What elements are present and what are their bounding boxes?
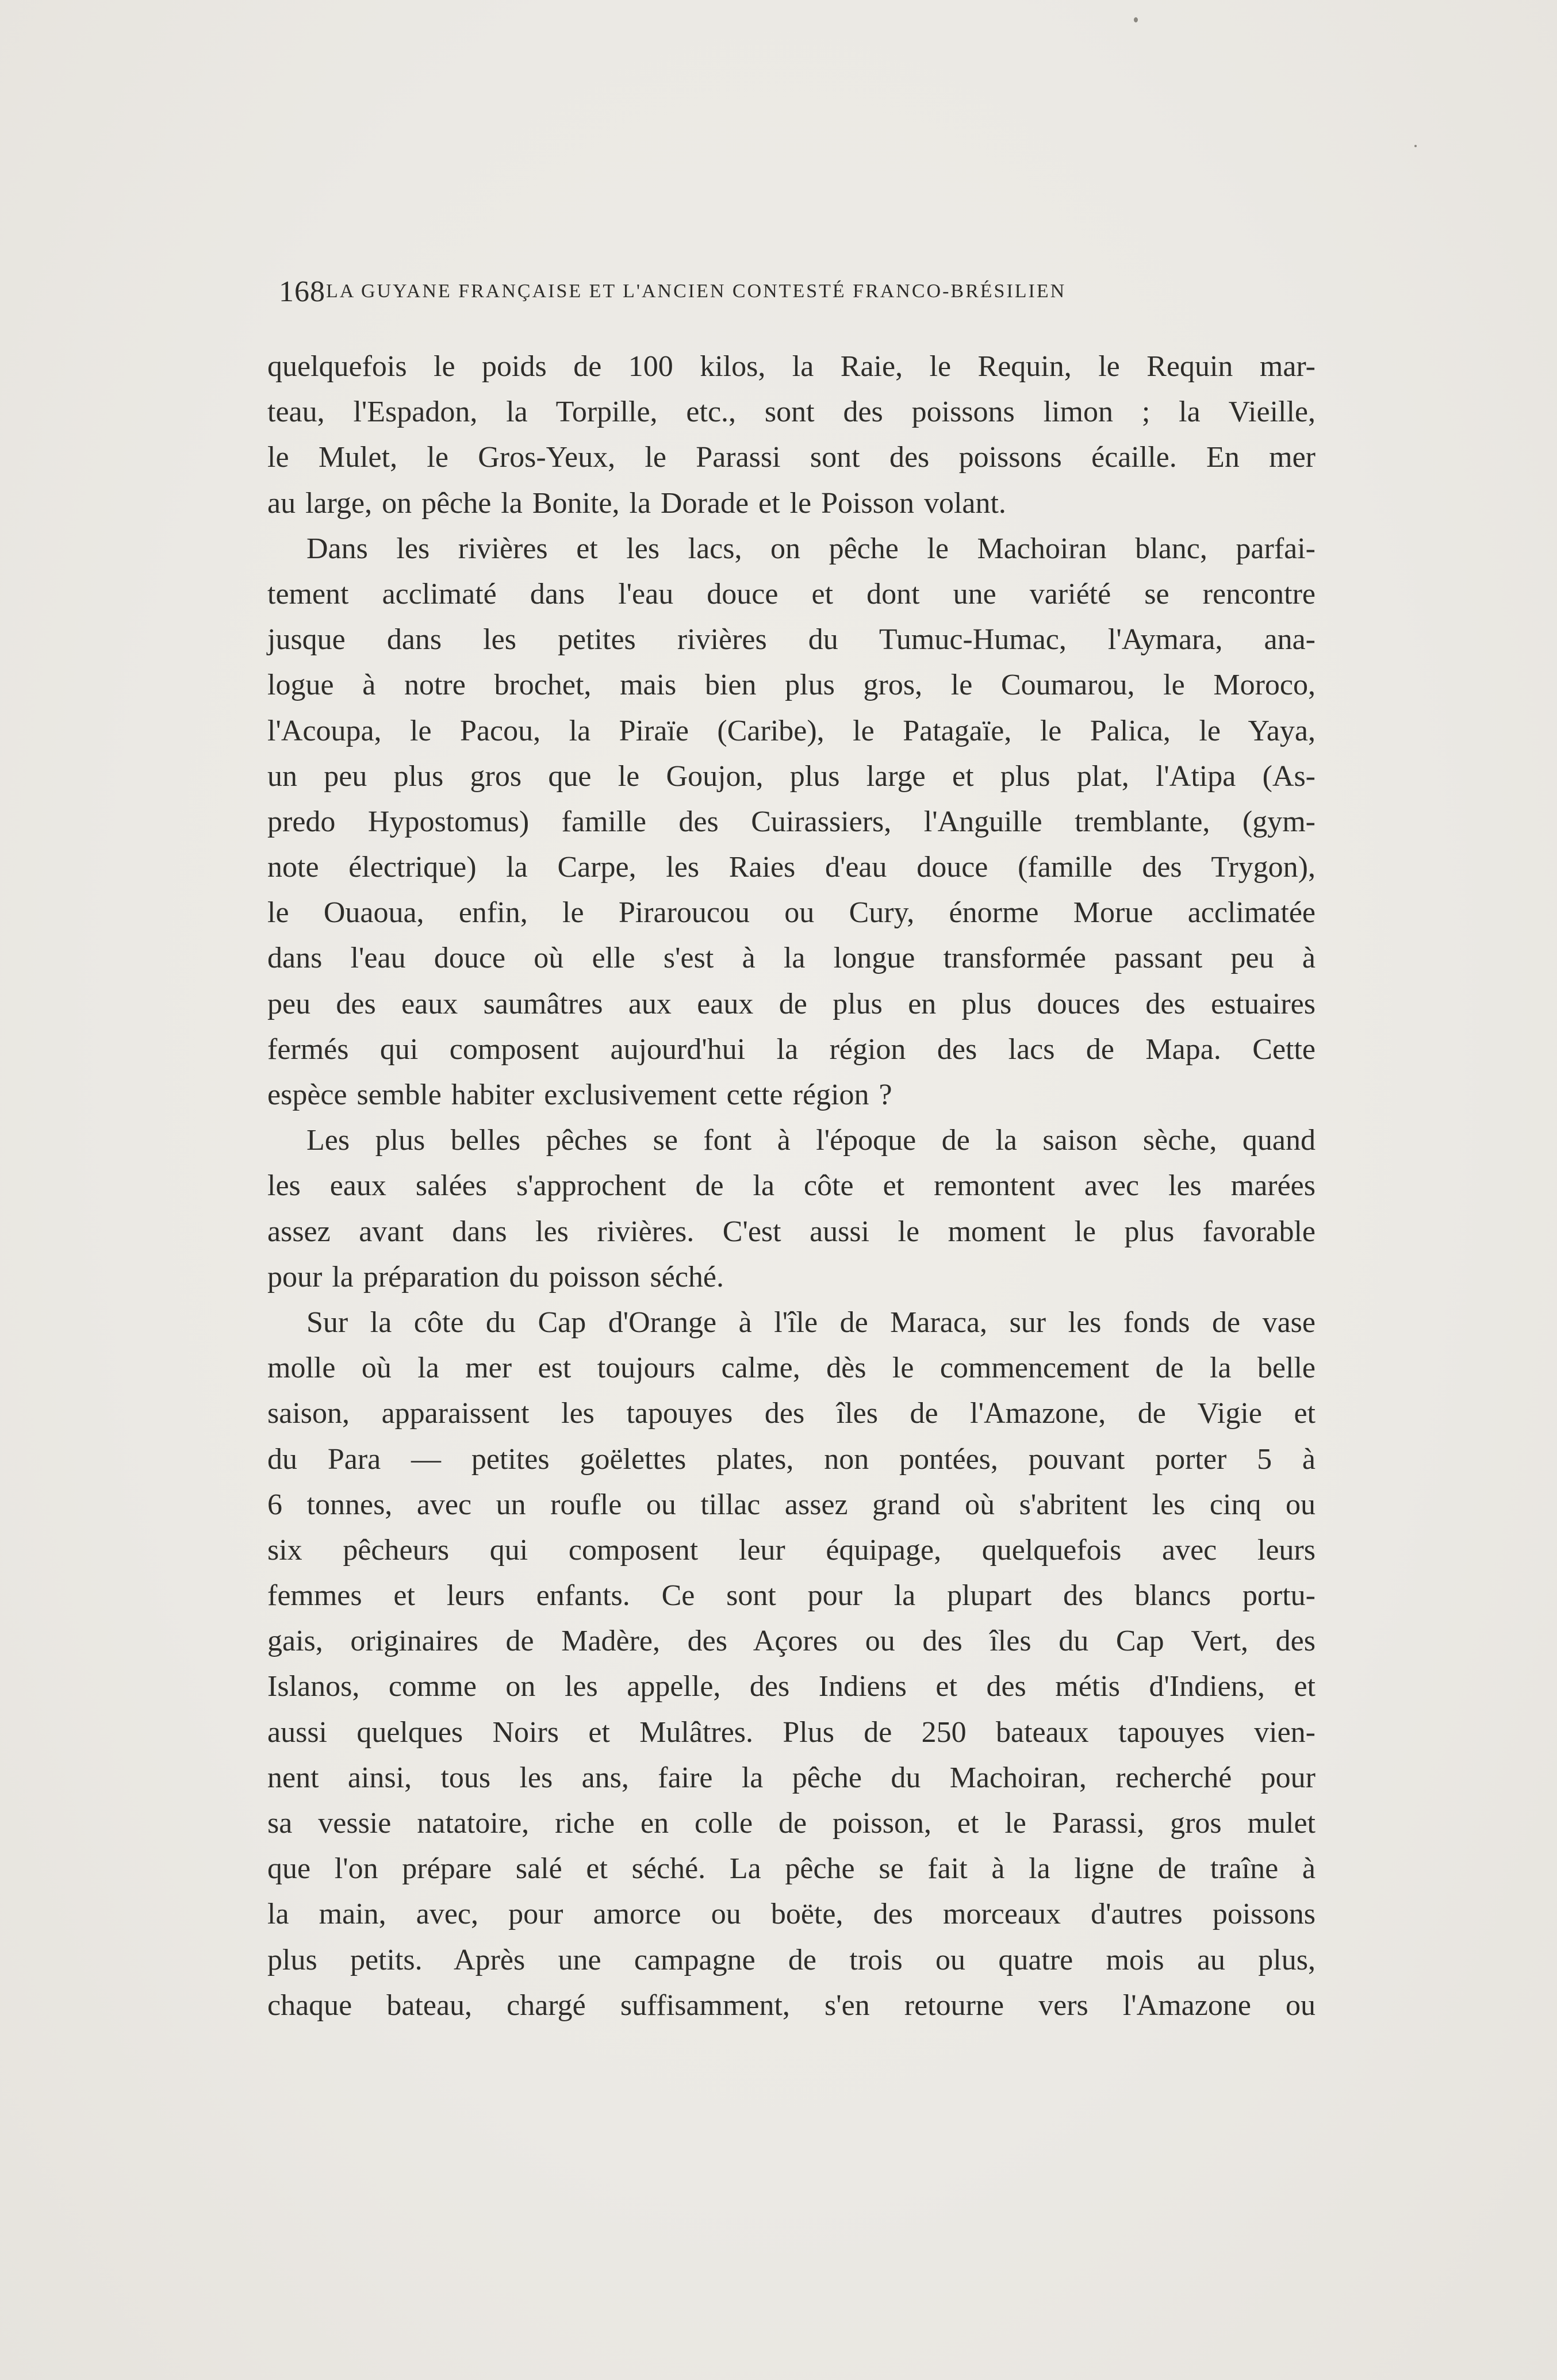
text-line: au large, on pêche la Bonite, la Dorade et le Poisson volant.	[267, 486, 1006, 520]
text-line: note électrique) la Carpe, les Raies d'eau douce (famille des Trygon),	[267, 851, 1316, 884]
running-header	[279, 275, 1291, 309]
paragraph	[267, 1300, 1316, 2028]
text-line: sa vessie natatoire, riche en colle de poisson, et le Parassi, gros mulet	[267, 1807, 1316, 1840]
text-line: chaque bateau, chargé suffisamment, s'en retourne vers l'Amazone ou	[267, 1989, 1316, 2022]
text-line: le Ouaoua, enfin, le Piraroucou ou Cury, énorme Morue acclimatée	[267, 896, 1316, 930]
text-line: 6 tonnes, avec un roufle ou tillac assez grand où s'abritent les cinq ou	[267, 1488, 1316, 1521]
text-line: les eaux salées s'approchent de la côte et remontent avec les marées	[267, 1169, 1316, 1203]
text-line: l'Acoupa, le Pacou, la Piraïe (Caribe), le Patagaïe, le Palica, le Yaya,	[267, 714, 1316, 747]
text-line: saison, apparaissent les tapouyes des îles de l'Amazone, de Vigie et	[267, 1397, 1316, 1430]
text-line: plus petits. Après une campagne de trois ou quatre mois au plus,	[267, 1943, 1316, 1976]
text-line: gais, originaires de Madère, des Açores ou des îles du Cap Vert, des	[267, 1625, 1316, 1658]
text-line: quelquefois le poids de 100 kilos, la Raie, le Requin, le Requin mar-	[267, 350, 1316, 383]
text-line: Dans les rivières et les lacs, on pêche le Machoiran blanc, parfai-	[306, 532, 1316, 565]
text-line: predo Hypostomus) famille des Cuirassiers, l'Anguille tremblante, (gym-	[267, 805, 1316, 838]
text-line: dans l'eau douce où elle s'est à la longue transformée passant peu à	[267, 942, 1316, 975]
paragraph	[267, 1118, 1316, 1300]
text-line: que l'on prépare salé et séché. La pêche se fait à la ligne de traîne à	[267, 1852, 1316, 1886]
text-line: Islanos, comme on les appelle, des Indiens et des métis d'Indiens, et	[267, 1670, 1316, 1703]
text-line: nent ainsi, tous les ans, faire la pêche du Machoiran, recherché pour	[267, 1761, 1316, 1794]
text-line: le Mulet, le Gros-Yeux, le Parassi sont des poissons écaille. En mer	[267, 441, 1316, 474]
running-head-title: LA GUYANE FRANÇAISE ET L'ANCIEN CONTESTÉ FRANCO-BRÉSILIEN	[326, 281, 1067, 302]
paragraph	[267, 526, 1316, 1118]
text-line: la main, avec, pour amorce ou boëte, des morceaux d'autres poissons	[267, 1898, 1316, 1931]
text-line: Les plus belles pêches se font à l'époque de la saison sèche, quand	[306, 1124, 1316, 1157]
text-line: un peu plus gros que le Goujon, plus large et plus plat, l'Atipa (As-	[267, 759, 1316, 793]
body-text	[267, 344, 1316, 2028]
text-line: logue à notre brochet, mais bien plus gros, le Coumarou, le Moroco,	[267, 669, 1316, 702]
text-line: six pêcheurs qui composent leur équipage, quelquefois avec leurs	[267, 1533, 1316, 1567]
text-line: tement acclimaté dans l'eau douce et dont une variété se rencontre	[267, 577, 1316, 611]
text-line: aussi quelques Noirs et Mulâtres. Plus de 250 bateaux tapouyes vien-	[267, 1715, 1316, 1749]
text-line: espèce semble habiter exclusivement cette région ?	[267, 1078, 892, 1111]
text-line: peu des eaux saumâtres aux eaux de plus en plus douces des estuaires	[267, 987, 1316, 1020]
paper-speck	[1134, 17, 1138, 22]
text-line: pour la préparation du poisson séché.	[267, 1260, 724, 1293]
text-line: molle où la mer est toujours calme, dès le commencement de la belle	[267, 1352, 1316, 1385]
text-line: teau, l'Espadon, la Torpille, etc., sont des poissons limon ; la Vieille,	[267, 396, 1316, 429]
text-line: jusque dans les petites rivières du Tumuc-Humac, l'Aymara, ana-	[267, 623, 1316, 657]
text-line: femmes et leurs enfants. Ce sont pour la plupart des blancs portu-	[267, 1579, 1316, 1613]
page-number: 168	[279, 275, 325, 308]
paper-speck	[1414, 145, 1417, 147]
text-line: du Para — petites goëlettes plates, non pontées, pouvant porter 5 à	[267, 1442, 1316, 1476]
text-line: assez avant dans les rivières. C'est aussi le moment le plus favorable	[267, 1215, 1316, 1248]
text-line: Sur la côte du Cap d'Orange à l'île de Maraca, sur les fonds de vase	[306, 1306, 1316, 1339]
text-line: fermés qui composent aujourd'hui la région des lacs de Mapa. Cette	[267, 1032, 1316, 1066]
paragraph	[267, 344, 1316, 526]
